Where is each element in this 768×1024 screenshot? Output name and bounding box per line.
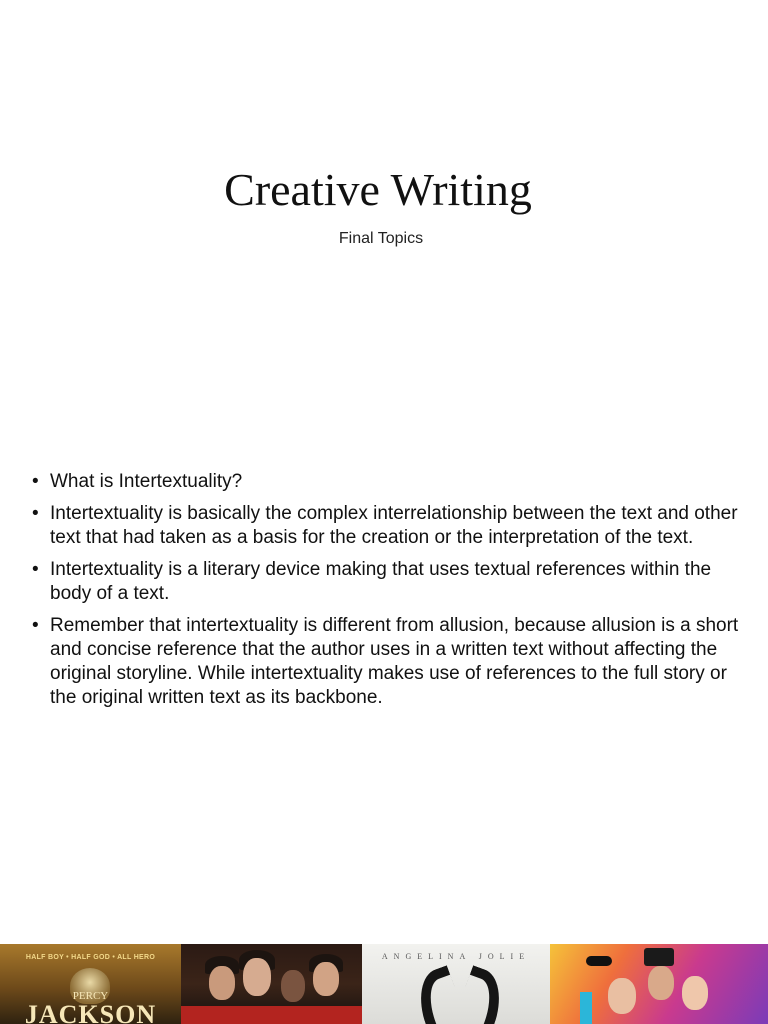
face-shape <box>682 976 708 1010</box>
face-shape <box>313 962 339 996</box>
bullet-item: • Remember that intertextuality is different from allusion, because allusion is a short and concise reference that the author uses in a written text without affecting the original storyline. While intertextuality makes use of references to the full story or the original written text as its backbone. <box>30 614 742 710</box>
top-hat-icon <box>644 948 674 966</box>
slide-title: Creative Writing <box>224 164 532 215</box>
bullet-list <box>30 470 742 718</box>
face-shape <box>209 966 235 1000</box>
face-shape <box>648 966 674 1000</box>
movie-poster-strip <box>0 944 768 1024</box>
face-shape <box>608 978 636 1014</box>
face-shape <box>281 970 305 1002</box>
cone-shape <box>580 992 592 1024</box>
horn-icon <box>449 965 511 1024</box>
bullet-item: • Intertextuality is a literary device making that uses textual references within the body of a text. <box>30 558 742 606</box>
face-shape <box>243 958 271 996</box>
poster-bar <box>181 1006 362 1024</box>
sunglasses-icon <box>586 956 612 966</box>
comedy-horror-poster <box>181 944 362 1024</box>
maleficent-poster <box>362 944 550 1024</box>
poster-title: JACKSON <box>24 1000 157 1024</box>
bullet-item: • What is Intertextuality? <box>30 470 742 494</box>
slide-subtitle: Final Topics <box>338 230 424 247</box>
bullet-item: • Intertextuality is basically the complex interrelationship between the text and other text that had taken as a basis for the creation or the interpretation of the text. <box>30 502 742 550</box>
poster-title-top: PERCY <box>72 990 109 1002</box>
poster-actor-name: ANGELINA JOLIE <box>381 952 531 961</box>
percy-jackson-poster <box>0 944 181 1024</box>
colorful-comedy-poster <box>550 944 768 1024</box>
poster-tagline: HALF BOY • HALF GOD • ALL HERO <box>25 954 156 961</box>
